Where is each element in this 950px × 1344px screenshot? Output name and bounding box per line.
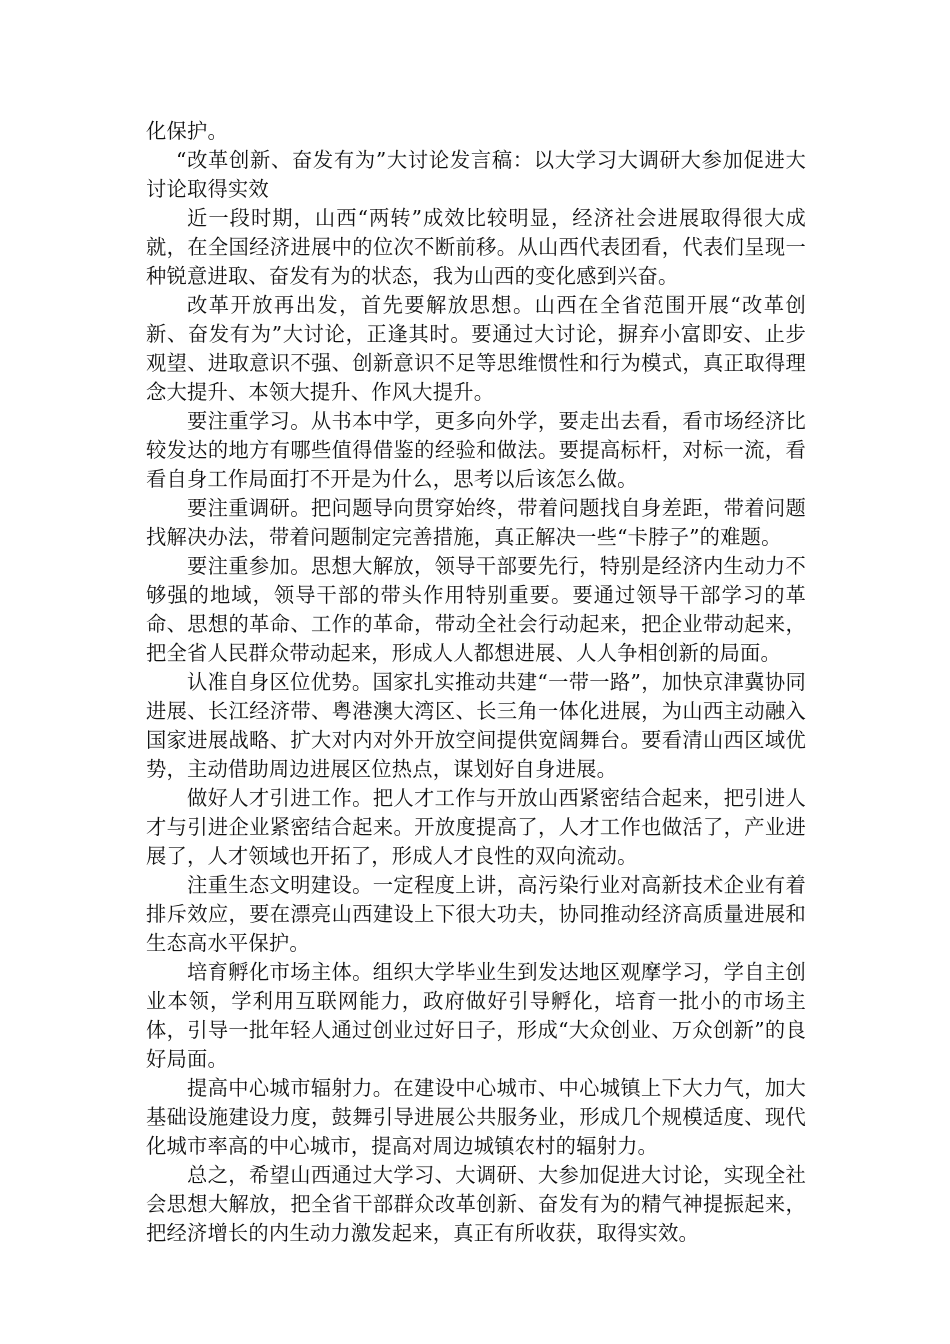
paragraph: 注重生态文明建设。一定程度上讲，高污染行业对高新技术企业有着排斥效应，要在漂亮山西建设上下很大功夫，协同推动经济高质量进展和生态高水平保护。 — [146, 873, 806, 955]
document-body — [146, 117, 806, 1248]
paragraph: 培育孵化市场主体。组织大学毕业生到发达地区观摩学习，学自主创业本领，学利用互联网能力，政府做好引导孵化，培育一批小的市场主体，引导一批年轻人通过创业过好日子，形成“大众创业、万众创新”的良好局面。 — [146, 960, 806, 1071]
paragraph-conclusion: 总之，希望山西通过大学习、大调研、大参加促进大讨论，实现全社会思想大解放，把全省干部群众改革创新、奋发有为的精气神提振起来，把经济增长的内生动力激发起来，真正有所收获，取得实效。 — [146, 1163, 806, 1245]
paragraph: 要注重学习。从书本中学，更多向外学，要走出去看，看市场经济比较发达的地方有哪些值得借鉴的经验和做法。要提高标杆，对标一流，看看自身工作局面打不开是为什么，思考以后该怎么做。 — [146, 409, 806, 491]
speech-title: “改革创新、奋发有为”大讨论发言稿：以大学习大调研大参加促进大讨论取得实效 — [146, 148, 806, 201]
paragraph: 近一段时期，山西“两转”成效比较明显，经济社会进展取得很大成就，在全国经济进展中的位次不断前移。从山西代表团看，代表们呈现一种锐意进取、奋发有为的状态，我为山西的变化感到兴奋。 — [146, 206, 806, 288]
paragraph: 改革开放再出发，首先要解放思想。山西在全省范围开展“改革创新、奋发有为”大讨论，正逢其时。要通过大讨论，摒弃小富即安、止步观望、进取意识不强、创新意识不足等思维惯性和行为模式，真正取得理念大提升、本领大提升、作风大提升。 — [146, 293, 806, 404]
paragraph: 要注重参加。思想大解放，领导干部要先行，特别是经济内生动力不够强的地域，领导干部的带头作用特别重要。要通过领导干部学习的革命、思想的革命、工作的革命，带动全社会行动起来，把企业带动起来，把全省人民群众带动起来，形成人人都想进展、人人争相创新的局面。 — [146, 554, 806, 665]
paragraph-continuation: 化保护。 — [146, 119, 228, 143]
paragraph: 要注重调研。把问题导向贯穿始终，带着问题找自身差距，带着问题找解决办法，带着问题制定完善措施，真正解决一些“卡脖子”的难题。 — [146, 496, 806, 549]
paragraph: 认准自身区位优势。国家扎实推动共建“一带一路”，加快京津冀协同进展、长江经济带、粤港澳大湾区、长三角一体化进展，为山西主动融入国家进展战略、扩大对内对外开放空间提供宽阔舞台。要看清山西区域优势，主动借助周边进展区位热点，谋划好自身进展。 — [146, 670, 806, 781]
paragraph: 提高中心城市辐射力。在建设中心城市、中心城镇上下大力气，加大基础设施建设力度，鼓舞引导进展公共服务业，形成几个规模适度、现代化城市率高的中心城市，提高对周边城镇农村的辐射力。 — [146, 1076, 806, 1158]
paragraph: 做好人才引进工作。把人才工作与开放山西紧密结合起来，把引进人才与引进企业紧密结合起来。开放度提高了，人才工作也做活了，产业进展了，人才领域也开拓了，形成人才良性的双向流动。 — [146, 786, 806, 868]
